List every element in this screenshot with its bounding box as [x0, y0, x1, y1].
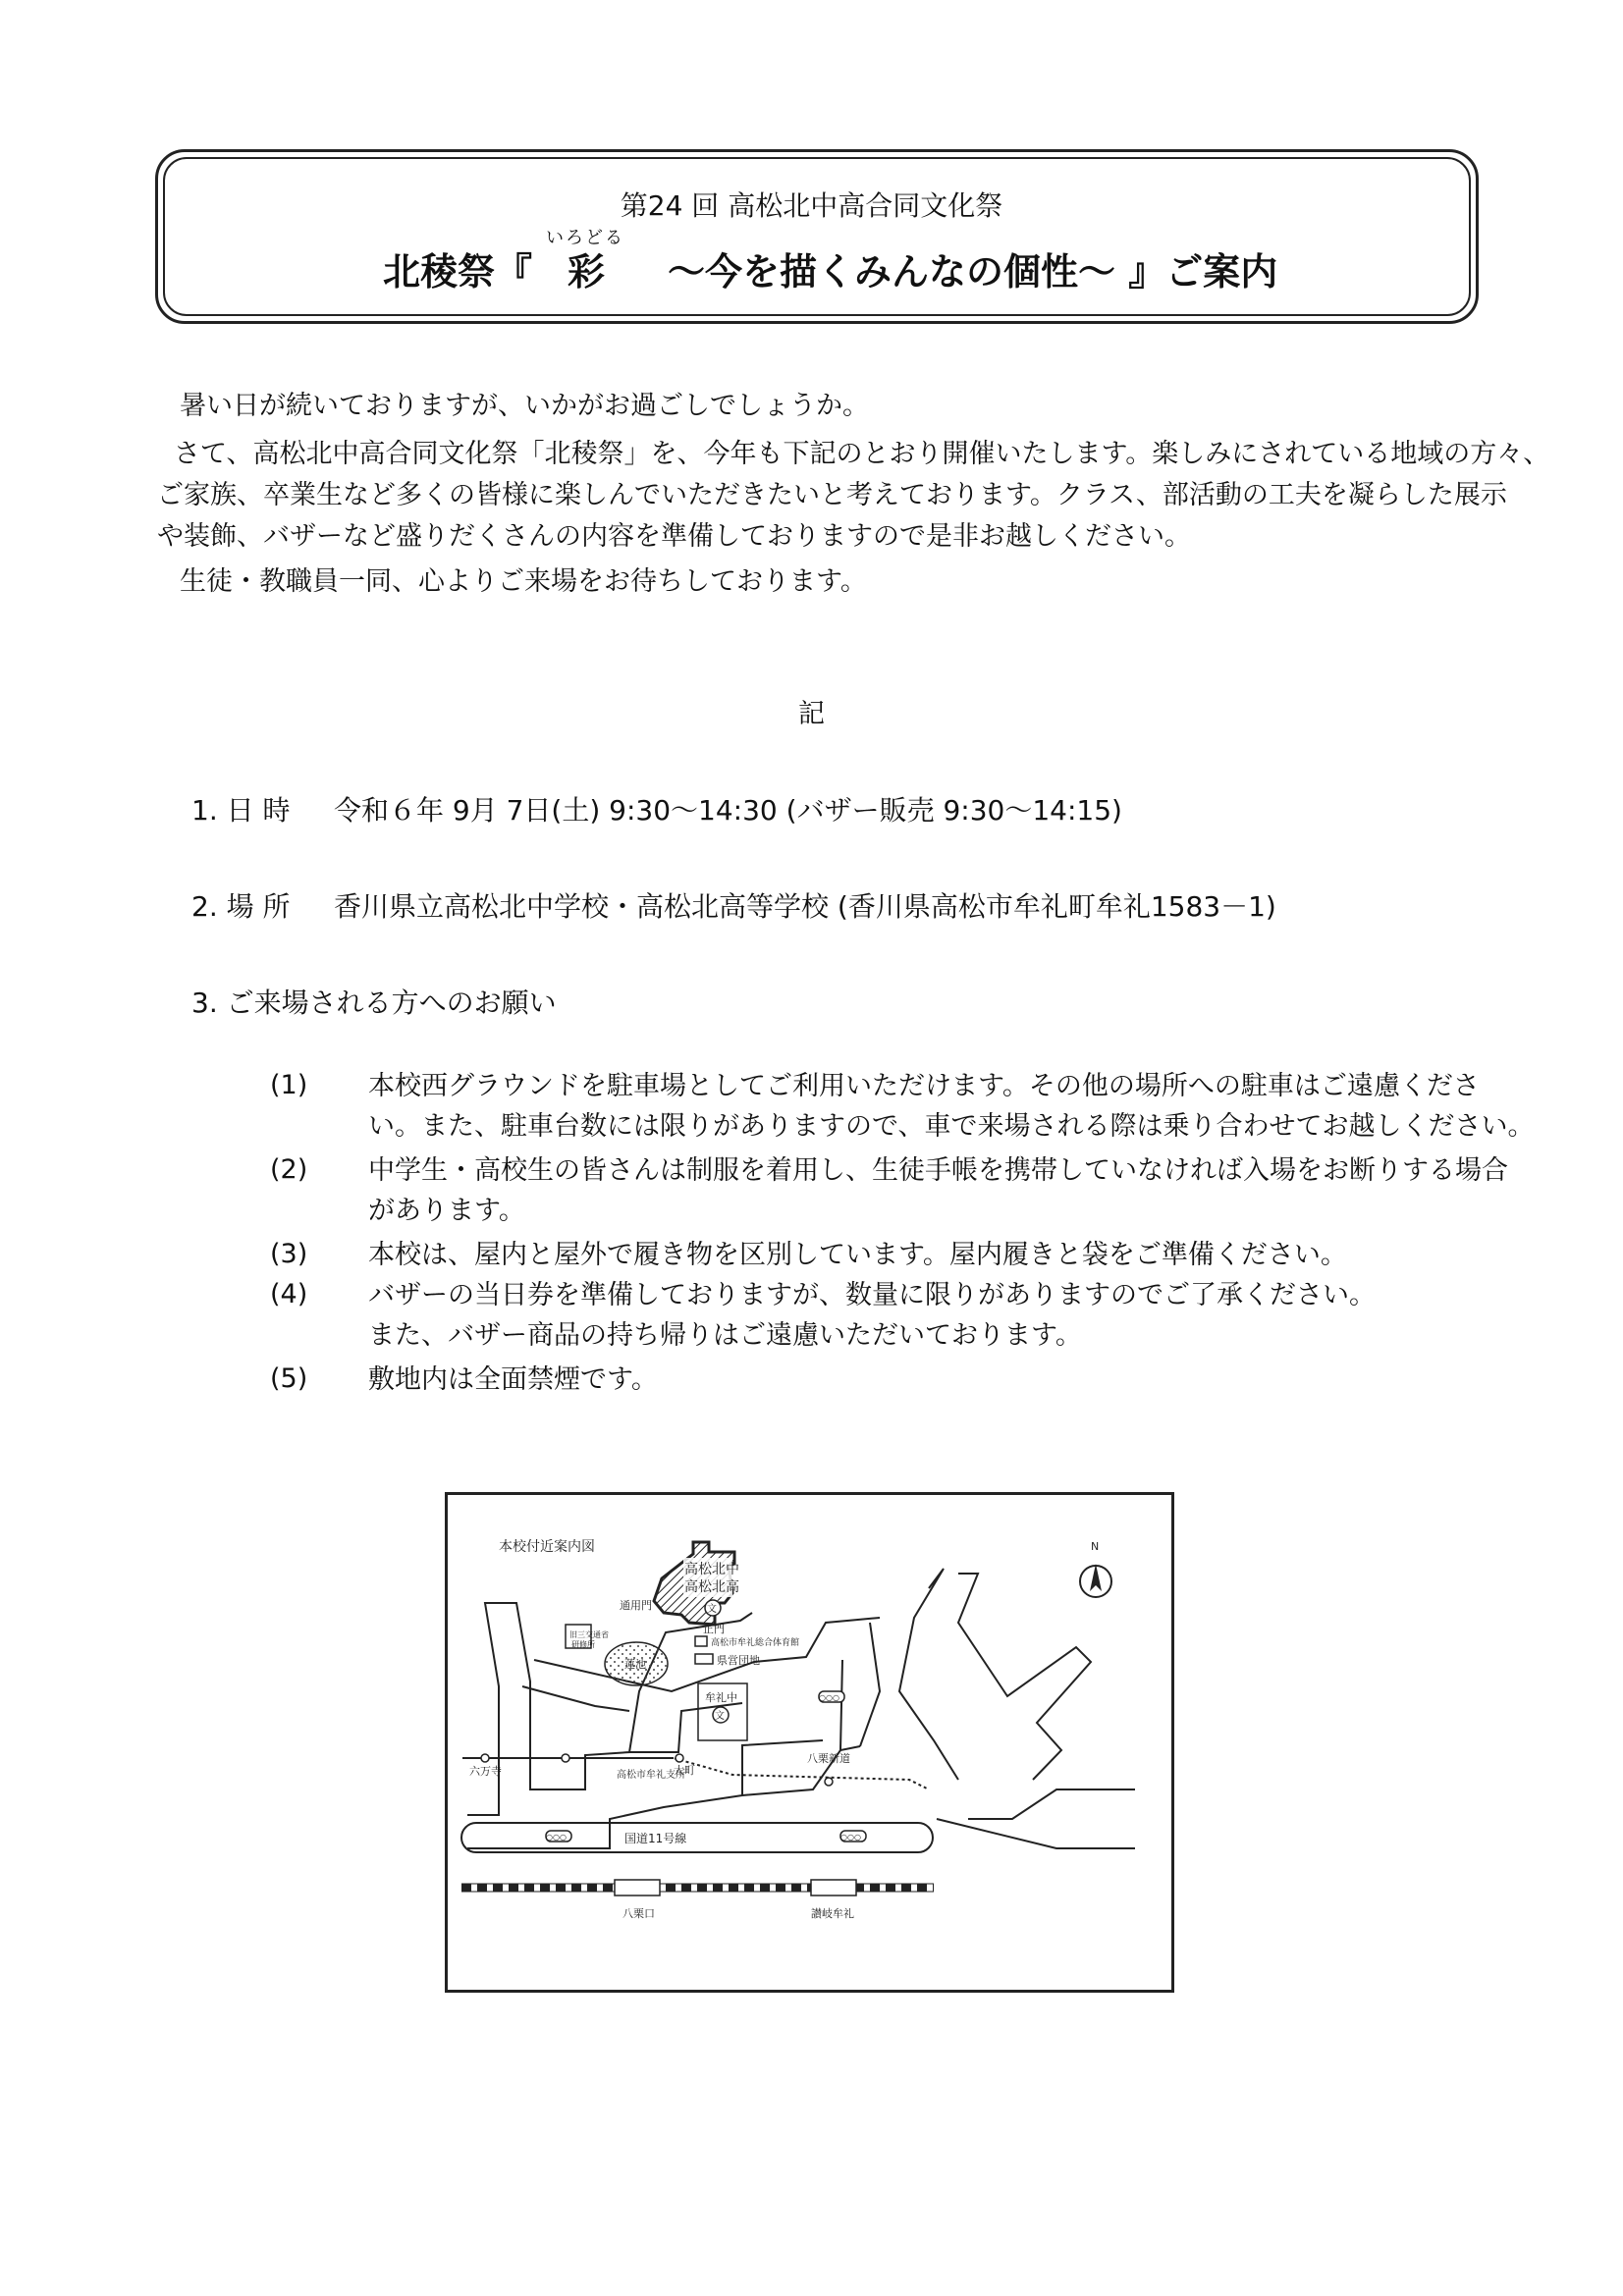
- back-gate-label: 通用門: [620, 1599, 652, 1612]
- omachi-label: 大町: [674, 1764, 695, 1777]
- intro-line-4: や装飾、バザーなど盛りだくさんの内容を準備しておりますので是非お越しください。: [157, 521, 1191, 552]
- mure-jhs-symbol: 文: [715, 1711, 725, 1722]
- mure-branch-label: 高松市牟礼支所: [617, 1770, 685, 1781]
- station-icon: [562, 1754, 569, 1762]
- intro-line-1: 暑い日が続いておりますが、いかがお過ごしでしょうか。: [180, 391, 869, 421]
- old-institute-label-2: 研修所: [571, 1640, 595, 1649]
- title-prefix: 北稜祭『: [383, 250, 533, 294]
- date-item: [191, 789, 1122, 828]
- date-value: 令和６年 9月 7日(土) 9:30～14:30 (バザー販売 9:30～14:15): [334, 794, 1122, 827]
- sanuki-mure-label: 讃岐牟礼: [811, 1907, 854, 1920]
- place-label: 2. 場 所: [191, 890, 291, 923]
- request-line: 敷地内は全面禁煙です。: [368, 1364, 658, 1395]
- school-label-2: 高松北高: [684, 1579, 739, 1595]
- request-number: (3): [270, 1239, 308, 1269]
- request-4-text: [368, 1275, 1376, 1356]
- ki-heading: 記: [798, 699, 825, 729]
- request-number: (4): [270, 1279, 308, 1309]
- map-title: 本校付近案内図: [499, 1539, 595, 1555]
- request-line: 中学生・高校生の皆さんは制服を着用し、生徒手帳を携帯していなければ入場をお断りする場合: [368, 1155, 1508, 1186]
- intro-line-2: さて、高松北中高合同文化祭「北稜祭」を、今年も下記のとおり開催いたします。楽しみにされている地域の方々、: [174, 439, 1550, 469]
- title-ruby: いろどる: [546, 228, 624, 248]
- roppoji-label: 六万寺: [469, 1765, 502, 1778]
- school-label-1: 高松北中: [684, 1562, 739, 1577]
- access-map-svg: [448, 1495, 1171, 1990]
- place-item: [191, 885, 1276, 925]
- title-kanji: 彩: [568, 250, 606, 294]
- request-1-text: [368, 1066, 1534, 1147]
- old-institute-label-1: 旧三交通省: [569, 1630, 609, 1639]
- mure-jhs-label: 牟礼中: [705, 1691, 737, 1704]
- title-suffix: ～今を描くみんなの個性～ 』ご案内: [668, 250, 1278, 294]
- yakuriguchi-label: 八栗口: [622, 1907, 655, 1920]
- event-subtitle: 第24 回 高松北中高合同文化祭: [620, 189, 1003, 222]
- yakuriguchi-station: [615, 1880, 660, 1896]
- signal-label: ○○○: [840, 1833, 861, 1842]
- request-number: (1): [270, 1070, 308, 1100]
- request-3-text: [368, 1235, 1347, 1275]
- request-5-text: [368, 1360, 658, 1400]
- request-2-text: [368, 1150, 1508, 1231]
- request-line: があります。: [368, 1196, 525, 1226]
- sanuki-mure-station: [811, 1880, 856, 1896]
- requests-heading: 3. ご来場される方へのお願い: [191, 987, 557, 1019]
- access-map: [445, 1492, 1174, 1993]
- station-icon: [825, 1778, 833, 1786]
- request-line: バザーの当日券を準備しておりますが、数量に限りがありますのでご了承ください。: [368, 1280, 1376, 1310]
- request-number: (2): [270, 1154, 308, 1185]
- request-line: 本校西グラウンドを駐車場としてご利用いただけます。その他の場所への駐車はご遠慮くださ: [368, 1071, 1480, 1101]
- school-symbol: 文: [707, 1604, 717, 1615]
- request-line: 本校は、屋内と屋外で履き物を区別しています。屋内履きと袋をご準備ください。: [368, 1240, 1347, 1270]
- request-line: い。また、駐車台数には限りがありますので、車で来場される際は乗り合わせてお越しください。: [368, 1111, 1535, 1142]
- place-value: 香川県立高松北中学校・高松北高等学校 (香川県高松市牟礼町牟礼1583－1): [334, 890, 1276, 923]
- intro-line-3: ご家族、卒業生など多くの皆様に楽しんでいただきたいと考えております。クラス、部活動の工夫を凝らした展示: [157, 480, 1507, 510]
- station-icon: [676, 1754, 683, 1762]
- main-gate-label: 正門: [703, 1623, 725, 1635]
- request-line: また、バザー商品の持ち帰りはご遠慮いただいております。: [368, 1320, 1082, 1351]
- north-arrow-icon: [1080, 1564, 1111, 1597]
- gym-marker: [695, 1636, 707, 1646]
- date-label: 1. 日 時: [191, 794, 291, 827]
- signal-label: ○○○: [546, 1833, 567, 1842]
- signal-label: ○○○: [819, 1693, 839, 1702]
- housing-label: 県営団地: [717, 1654, 760, 1667]
- yakuri-shindo-label: 八栗新道: [807, 1752, 850, 1765]
- gym-label: 高松市牟礼総合体育館: [711, 1638, 800, 1648]
- request-number: (5): [270, 1363, 308, 1394]
- pond-label: 蓮池: [624, 1658, 646, 1671]
- route-11-label: 国道11号線: [624, 1832, 687, 1845]
- station-icon: [481, 1754, 489, 1762]
- intro-line-5: 生徒・教職員一同、心よりご来場をお待ちしております。: [180, 566, 867, 597]
- housing-marker: [695, 1654, 713, 1664]
- north-label: N: [1091, 1540, 1100, 1553]
